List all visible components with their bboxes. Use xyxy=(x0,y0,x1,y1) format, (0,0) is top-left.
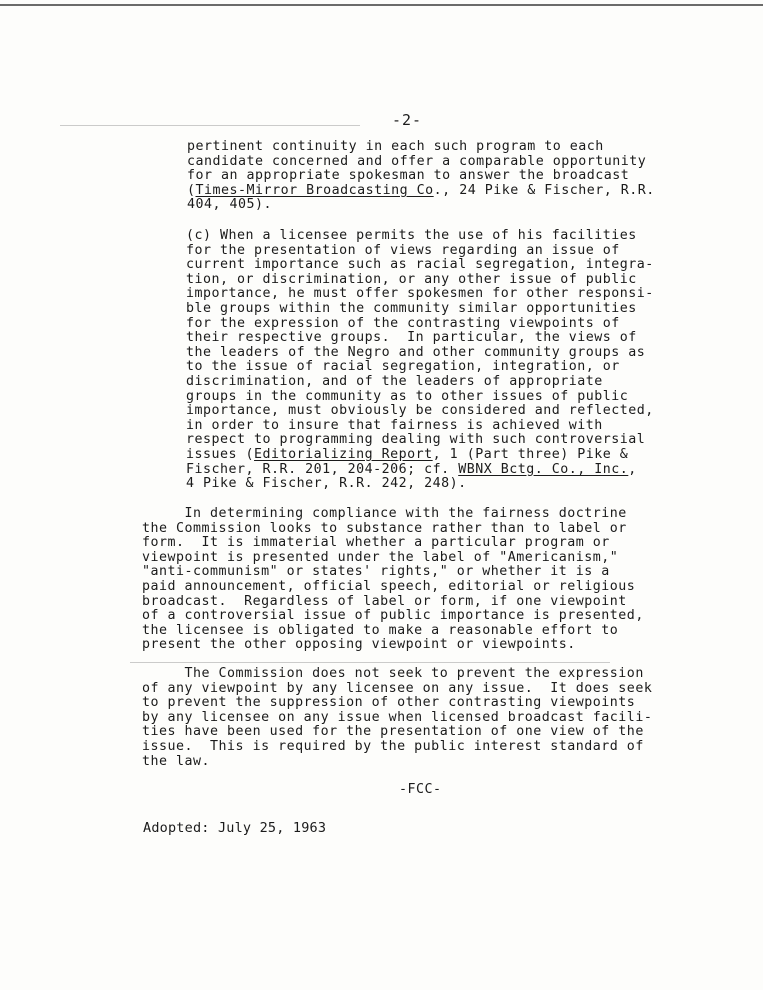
text-line: to prevent the suppression of other contrasting viewpoints xyxy=(142,695,636,711)
text-line: discrimination, and of the leaders of appropriate xyxy=(186,373,603,389)
text-segment: ( xyxy=(187,182,196,198)
text-line: for the presentation of views regarding an issue of xyxy=(186,242,620,258)
adopted-date: Adopted: July 25, 1963 xyxy=(143,820,327,836)
text-line: viewpoint is presented under the label of "Americanism," xyxy=(142,549,619,565)
text-line: for the expression of the contrasting viewpoints of xyxy=(186,315,620,331)
text-line: tion, or discrimination, or any other issue of public xyxy=(186,271,637,287)
text-line: the leaders of the Negro and other community groups as xyxy=(186,344,646,360)
scan-noise xyxy=(60,125,360,126)
page-number: -2- xyxy=(392,111,423,129)
text-line: "anti-communism" or states' rights," or whether it is a xyxy=(142,564,610,580)
case-citation: WBNX Bctg. Co., Inc. xyxy=(458,461,629,477)
text-line: their respective groups. In particular, the views of xyxy=(186,330,637,346)
text-line: importance, he must offer spokesmen for other responsi- xyxy=(186,286,654,302)
text-line: pertinent continuity in each such program to each xyxy=(187,139,604,154)
text-line: issue. This is required by the public interest standard of xyxy=(142,738,644,754)
text-segment: ., 24 Pike & Fischer, R.R. xyxy=(433,182,655,198)
text-line: ble groups within the community similar opportunities xyxy=(186,300,637,316)
text-line: the licensee is obligated to make a reasonable effort to xyxy=(142,622,619,638)
text-segment: Fischer, R.R. 201, 204-206; cf. xyxy=(186,461,459,477)
text-line: 4 Pike & Fischer, R.R. 242, 248). xyxy=(186,476,467,492)
scan-noise xyxy=(130,662,610,663)
text-line: The Commission does not seek to prevent the expression xyxy=(142,666,644,681)
text-segment: , xyxy=(628,461,637,477)
case-citation: Editorializing Report xyxy=(254,446,433,462)
text-line: In determining compliance with the fairness doctrine xyxy=(142,506,627,521)
paragraph-compliance xyxy=(142,507,644,653)
text-line: importance, must obviously be considered and reflected, xyxy=(186,403,654,419)
text-line: 404, 405). xyxy=(187,197,273,213)
paragraph-commission xyxy=(142,667,652,769)
text-line: the Commission looks to substance rather than to label or xyxy=(142,520,627,536)
text-line xyxy=(186,448,654,463)
top-scan-edge xyxy=(0,4,763,6)
text-line: (c) When a licensee permits the use of his facilities xyxy=(186,228,637,243)
signature-fcc: -FCC- xyxy=(399,782,442,797)
text-segment: , 1 (Part three) Pike & xyxy=(432,446,629,462)
paragraph-continuation xyxy=(187,140,655,213)
text-line: ties have been used for the presentation of one view of the xyxy=(142,724,644,740)
text-segment: issues ( xyxy=(186,446,255,462)
text-line: for an appropriate spokesman to answer the broadcast xyxy=(187,168,630,184)
text-line xyxy=(187,184,655,199)
text-line: present the other opposing viewpoint or viewpoints. xyxy=(142,637,576,653)
text-line: groups in the community as to other issues of public xyxy=(186,388,629,404)
text-line: by any licensee on any issue when licensed broadcast facili- xyxy=(142,709,653,725)
text-line: respect to programming dealing with such controversial xyxy=(186,432,646,448)
text-line: paid announcement, official speech, editorial or religious xyxy=(142,578,636,594)
case-citation: Times-Mirror Broadcasting Co xyxy=(195,182,434,198)
text-line xyxy=(186,463,654,478)
text-line: candidate concerned and offer a comparable opportunity xyxy=(187,153,647,169)
paragraph-c-clause xyxy=(186,229,654,492)
text-line: in order to insure that fairness is achieved with xyxy=(186,417,603,433)
text-line: form. It is immaterial whether a particular program or xyxy=(142,535,610,551)
text-line: broadcast. Regardless of label or form, if one viewpoint xyxy=(142,593,627,609)
text-line: the law. xyxy=(142,753,211,769)
text-line: of a controversial issue of public importance is presented, xyxy=(142,608,644,624)
text-line: to the issue of racial segregation, integration, or xyxy=(186,359,620,375)
text-line: of any viewpoint by any licensee on any issue. It does seek xyxy=(142,680,653,696)
text-line: current importance such as racial segregation, integra- xyxy=(186,257,654,273)
